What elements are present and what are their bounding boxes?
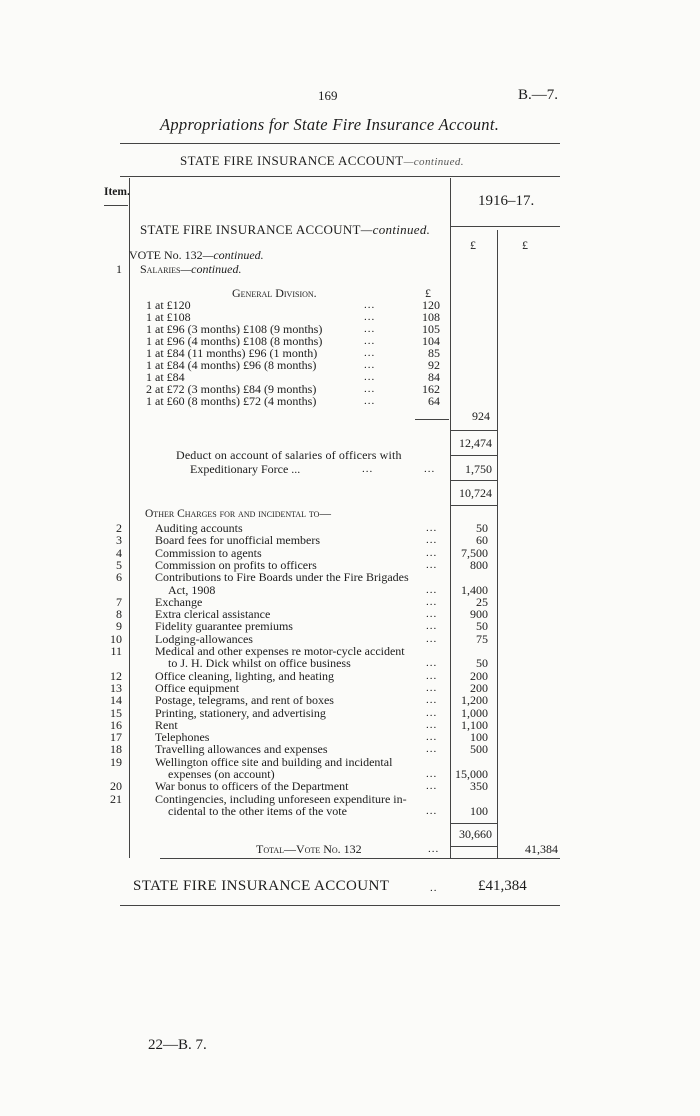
salary-row-desc: 1 at £84 (11 months) £96 (1 month) [146,346,318,360]
charge-description-line: Board fees for unofficial members [155,533,321,548]
charge-amount: 25 [476,594,488,609]
charge-dots: ... [426,768,438,780]
charge-amount: 50 [476,656,488,671]
salary-row-desc: 1 at £120 [146,298,191,312]
salary-row-desc: 1 at £60 (8 months) £72 (4 months) [146,394,317,408]
vote-total-dots: ... [428,843,440,855]
salary-row-amount: 64 [428,394,440,408]
charge-dots: ... [426,743,438,756]
salary-row-desc: 1 at £84 (4 months) £96 (8 months) [146,358,317,372]
charge-item-number: 15 [110,705,122,720]
charge-dots: ... [426,780,438,793]
charge-amount: 350 [470,779,488,794]
charge-amount: 50 [476,619,488,634]
charge-item-number: 14 [110,693,122,708]
charge-description-line: Office equipment [155,680,240,695]
table-top-rule [120,176,560,177]
charge-description-line: to J. H. Dick whilst on office business [168,656,351,671]
charge-item-number: 10 [110,631,122,646]
charge-description-line: Wellington office site and building and incidental [155,754,393,769]
charge-item-number: 7 [116,594,122,609]
salary-row-dots: ... [364,383,376,395]
year-header: 1916–17. [478,193,535,209]
charge-item-number: 20 [110,779,122,794]
charge-description-line: Lodging-allowances [155,631,253,646]
charge-description-line: Medical and other expenses re motor-cycle accident [155,644,405,658]
charge-item-number: 6 [116,570,122,585]
salary-row-amount: 162 [422,382,440,396]
item-number-1: 1 [116,262,122,276]
charge-description-line: Office cleaning, lighting, and heating [155,668,335,683]
salary-row-dots: ... [364,335,376,347]
charge-description-line: Exchange [155,594,203,609]
charge-description-line: War bonus to officers of the Department [155,779,349,794]
salary-row-amount: 120 [422,298,440,312]
salary-row-amount: 105 [422,322,440,336]
charge-item-number: 4 [116,545,122,560]
section-title-suffix: —continued. [360,222,431,237]
charge-amount: 1,200 [461,693,488,708]
salaries-gross: 12,474 [459,436,492,450]
salaries-suffix: —continued. [180,262,242,276]
charge-amount: 60 [476,533,488,548]
salaries-net: 10,724 [459,486,492,500]
charge-amount: 100 [470,803,488,818]
charge-dots: ... [426,669,438,682]
page-title: Appropriations for State Fire Insurance Account. [160,115,500,134]
charge-amount: 800 [470,557,488,572]
charge-dots: ... [426,706,438,719]
charge-description-line: Postage, telegrams, and rent of boxes [155,693,334,708]
charge-dots: ... [426,534,438,547]
vote-main: VOTE No. 132 [129,248,203,262]
charge-description-line: Travelling allowances and expenses [155,742,328,757]
summary-dots: .. [430,882,438,894]
deduct-rule [450,480,497,481]
charge-item-number: 16 [110,717,122,732]
net-rule [450,505,497,506]
salary-row-amount: 92 [428,358,440,372]
pound-column-2: £ [522,238,528,252]
general-division-pound: £ [425,286,431,300]
charge-item-number: 11 [110,644,122,658]
salary-row-amount: 104 [422,334,440,348]
charge-dots: ... [426,583,438,596]
page-number: 169 [318,88,338,103]
charge-amount: 15,000 [455,767,488,781]
salary-row-desc: 1 at £108 [146,310,191,324]
other-charges-total: 30,660 [459,827,492,841]
deduct-amount: 1,750 [465,462,492,476]
salary-row-dots: ... [364,311,376,323]
deduct-line-1: Deduct on account of salaries of officers with [176,448,402,462]
charge-description-line: cidental to the other items of the vote [168,803,347,818]
deduct-dots-b: ... [424,463,436,475]
charge-item-number: 8 [116,607,122,622]
salary-row-amount: 85 [428,346,440,360]
charge-dots: ... [426,657,438,670]
deduct-line-2: Expeditionary Force ... [190,462,301,476]
vote-heading [129,248,264,263]
vote-total-label: Total—Vote No. 132 [256,842,362,856]
charge-description-line: Commission to agents [155,545,262,560]
summary-label: STATE FIRE INSURANCE ACCOUNT [133,878,390,894]
charge-description-line: expenses (on account) [168,767,275,781]
gd-sum-rule [450,430,497,431]
charge-amount: 1,100 [461,717,488,732]
charge-item-number: 21 [110,791,122,806]
salary-row-dots: ... [364,347,376,359]
salary-row-dots: ... [364,299,376,311]
section-title [140,222,430,238]
salary-row-amount: 108 [422,310,440,324]
charge-amount: 7,500 [461,545,488,560]
vote-suffix: —continued. [202,248,264,262]
salaries-heading [140,262,241,277]
salary-row-dots: ... [364,395,376,407]
charge-item-number: 13 [110,680,122,695]
section-title-main: STATE FIRE INSURANCE ACCOUNT [140,222,361,237]
subtitle-main: STATE FIRE INSURANCE ACCOUNT [180,153,404,168]
salary-row-desc: 1 at £84 [146,370,185,384]
charge-dots: ... [426,620,438,633]
charge-dots: ... [426,608,438,621]
other-total-rule [450,846,497,847]
charge-dots: ... [426,718,438,731]
charge-description-line: Commission on profits to officers [155,557,317,572]
item-column-header: Item. [104,186,130,198]
pound-column-1: £ [470,238,476,252]
charge-item-number: 12 [110,668,122,683]
summary-amount: £41,384 [478,878,527,894]
deduct-dots-a: ... [362,463,374,475]
salary-row-amount: 84 [428,370,440,384]
document-reference: B.—7. [518,87,559,103]
salary-row-desc: 1 at £96 (4 months) £108 (8 months) [146,334,323,348]
charge-item-number: 17 [110,730,122,745]
item-column-divider [129,178,130,858]
charge-amount: 100 [470,730,488,745]
inner-amount-divider [497,230,498,858]
charge-description-line: Act, 1908 [168,582,216,597]
charge-dots: ... [426,681,438,694]
charge-description-line: Telephones [155,730,210,745]
summary-rule [120,905,560,906]
charge-item-number: 2 [116,521,122,535]
salary-row-dots: ... [364,323,376,335]
charge-item-number: 18 [110,742,122,757]
salaries-main: Salaries [140,262,181,276]
charge-item-number: 9 [116,619,122,634]
salary-row-dots: ... [364,371,376,383]
charge-amount: 900 [470,607,488,622]
charge-dots: ... [426,522,438,534]
year-header-rule [450,226,560,227]
charge-dots: ... [426,804,438,817]
other-charges-rule [450,823,497,824]
charge-item-number: 19 [110,754,122,769]
charge-dots: ... [426,731,438,744]
salary-row-desc: 2 at £72 (3 months) £84 (9 months) [146,382,317,396]
charge-description-line: Fidelity guarantee premiums [155,619,293,634]
charge-description-line: Extra clerical assistance [155,607,271,622]
subtitle-suffix: —continued. [403,156,464,168]
charge-dots: ... [426,694,438,707]
charge-amount: 500 [470,742,488,757]
charge-dots: ... [426,595,438,608]
general-division-heading: General Division. [232,286,317,300]
gross-rule [450,455,497,456]
charge-item-number: 5 [116,557,122,572]
charge-amount: 1,400 [461,582,488,597]
printer-signature: 22—B. 7. [148,1037,207,1053]
vote-total-amount: 41,384 [525,842,558,856]
charge-description-line: Contributions to Fire Boards under the Fire Brigades [155,570,409,585]
charge-amount: 50 [476,521,488,535]
charge-dots: ... [426,632,438,645]
charge-description-line: Contingencies, including unforeseen expenditure in- [155,791,407,806]
charge-amount: 200 [470,668,488,683]
salary-row-desc: 1 at £96 (3 months) £108 (9 months) [146,322,323,336]
charge-description-line: Printing, stationery, and advertising [155,705,326,720]
charge-description-line: Rent [155,717,178,732]
charge-description-line: Auditing accounts [155,521,243,535]
page-subtitle [180,153,464,169]
salary-row-dots: ... [364,359,376,371]
charge-amount: 1,000 [461,705,488,720]
charge-amount: 75 [476,631,488,646]
gd-total-rule [415,419,449,420]
title-rule [120,143,560,144]
charge-dots: ... [426,546,438,559]
general-division-total: 924 [472,409,490,423]
charge-item-number: 3 [116,533,122,548]
other-charges-heading: Other Charges for and incidental to— [145,508,331,520]
charge-amount: 200 [470,680,488,695]
table-bottom-rule [160,858,560,859]
charge-dots: ... [426,558,438,571]
item-header-rule [104,205,128,206]
